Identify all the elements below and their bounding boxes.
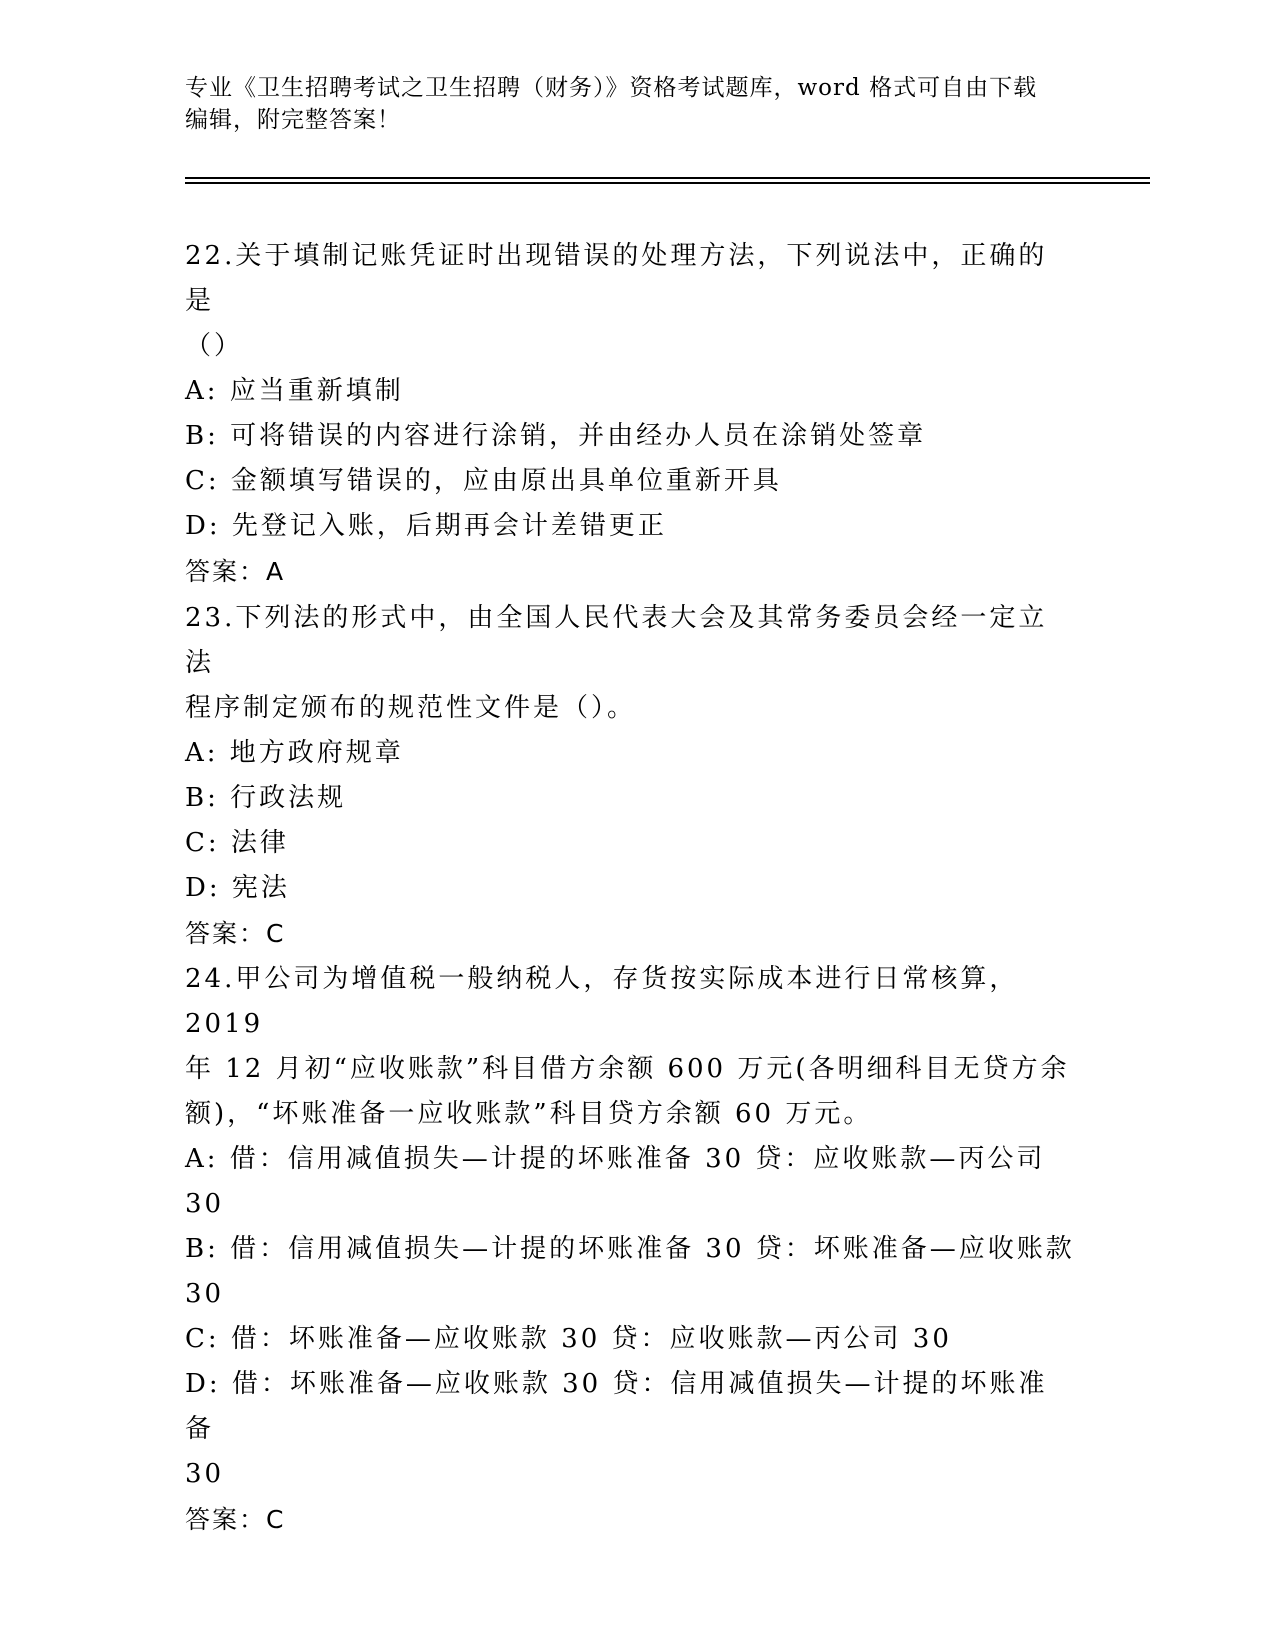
option-c: C: 法律 bbox=[185, 828, 289, 858]
option-a: A: 应当重新填制 bbox=[185, 376, 404, 406]
option-c: C: 借：坏账准备—应收账款 30 贷：应收账款—丙公司 30 bbox=[185, 1324, 952, 1354]
question-stem-line: 23.下列法的形式中，由全国人民代表大会及其常务委员会经一定立法 bbox=[185, 603, 1048, 678]
option-a: A: 借：信用减值损失—计提的坏账准备 30 贷：应收账款—丙公司 30 bbox=[185, 1144, 1046, 1219]
option-b: B: 行政法规 bbox=[185, 783, 347, 813]
question-24 bbox=[185, 957, 1075, 1542]
option-b: B: 可将错误的内容进行涂销，并由经办人员在涂销处签章 bbox=[185, 421, 927, 451]
option-b: B: 借：信用减值损失—计提的坏账准备 30 贷：坏账准备—应收账款 bbox=[185, 1234, 1075, 1264]
option-d: D: 先登记入账，后期再会计差错更正 bbox=[185, 511, 667, 541]
question-stem-line: 24.甲公司为增值税一般纳税人，存货按实际成本进行日常核算，2019 bbox=[185, 964, 1019, 1039]
header-line-1: 专业《卫生招聘考试之卫生招聘（财务）》资格考试题库，word 格式可自由下载 bbox=[185, 75, 1038, 101]
answer-line: 答案：C bbox=[185, 919, 286, 948]
question-stem-line: 年 12 月初“应收账款”科目借方余额 600 万元(各明细科目无贷方余 bbox=[185, 1054, 1070, 1084]
header-divider-top bbox=[185, 177, 1150, 179]
option-a: A: 地方政府规章 bbox=[185, 738, 404, 768]
option-d: D: 宪法 bbox=[185, 873, 290, 903]
question-stem-line: 额)，“坏账准备一应收账款”科目贷方余额 60 万元。 bbox=[185, 1099, 873, 1129]
option-d-continued: 30 bbox=[185, 1459, 225, 1489]
header-line-2: 编辑，附完整答案！ bbox=[185, 107, 401, 133]
option-d: D: 借：坏账准备—应收账款 30 贷：信用减值损失—计提的坏账准备 bbox=[185, 1369, 1048, 1444]
header-divider-bottom bbox=[185, 182, 1150, 184]
question-stem-line: （） bbox=[185, 331, 244, 361]
answer-line: 答案：C bbox=[185, 1505, 286, 1534]
question-23 bbox=[185, 596, 1075, 956]
document-header bbox=[185, 72, 1065, 136]
question-stem-line: 程序制定颁布的规范性文件是（）。 bbox=[185, 693, 637, 723]
question-22 bbox=[185, 234, 1075, 594]
option-c: C: 金额填写错误的，应由原出具单位重新开具 bbox=[185, 466, 782, 496]
question-stem-line: 22.关于填制记账凭证时出现错误的处理方法，下列说法中，正确的是 bbox=[185, 241, 1048, 316]
option-b-continued: 30 bbox=[185, 1279, 225, 1309]
answer-line: 答案：A bbox=[185, 557, 286, 586]
